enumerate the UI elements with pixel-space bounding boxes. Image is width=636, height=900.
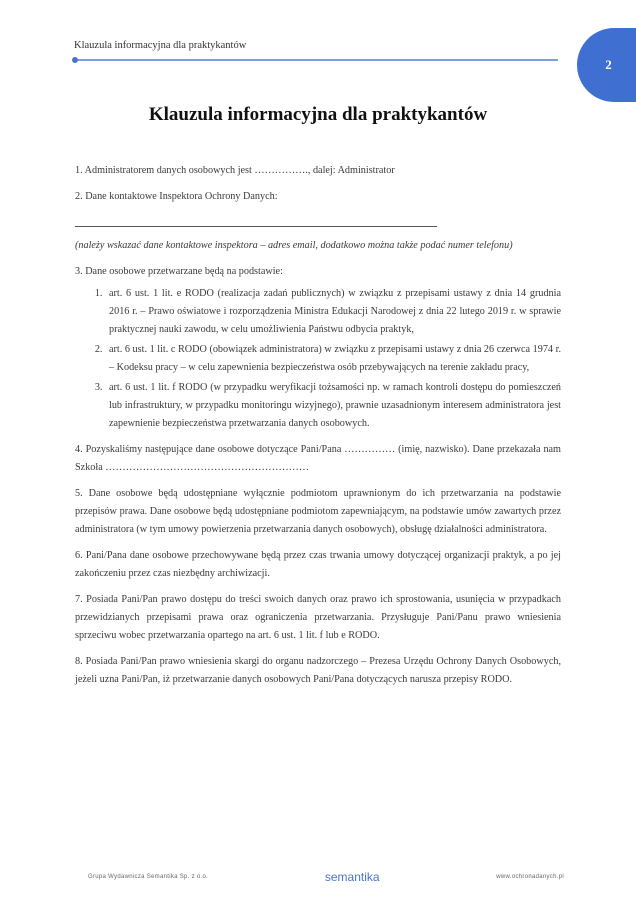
running-header: Klauzula informacyjna dla praktykantów — [74, 40, 247, 51]
page-footer — [88, 870, 564, 884]
page-number-tab — [577, 28, 636, 102]
paragraph-5: 5. Dane osobowe będą udostępniane wyłącznie podmiotom uprawnionym do ich przetwarzania na podstawie przepisów prawa. Dane osobowe będą udostępniane podmiotom zapewniającym, na podstawie umów zawartych przez administratora (w tym umowy powierzenia przetwarzania danych osobowych), obsługę działalności administratora. — [75, 488, 561, 535]
page-number: 2 — [605, 57, 612, 72]
paragraph-8: 8. Posiada Pani/Pan prawo wniesienia skargi do organu nadzorczego – Prezesa Urzędu Ochrony Danych Osobowych, jeżeli uzna Pani/Pan, iż przetwarzanie danych osobowych Pani/Pana dotyczących narusza przepisy RODO. — [75, 656, 561, 685]
list-item: 1. art. 6 ust. 1 lit. e RODO (realizacja zadań publicznych) w związku z przepisami ustawy z dnia 14 grudnia 2016 r. – Prawo oświatowe i rozporządzenia Ministra Edukacji Narodowej z dnia 22 lutego 2019 r. w sprawie praktycznej nauki zawodu, w celu umożliwienia Państwu odbycia praktyk, — [105, 285, 561, 339]
footer-publisher: Grupa Wydawnicza Semantika Sp. z o.o. — [88, 874, 209, 880]
paragraph-4: 4. Pozyskaliśmy następujące dane osobowe dotyczące Pani/Pana …………… (imię, nazwisko). Dane przekazała nam Szkoła …………………………………………………… — [75, 444, 561, 473]
header-rule — [78, 59, 558, 61]
paragraph-1: 1. Administratorem danych osobowych jest ……………., dalej: Administrator — [75, 165, 395, 176]
contact-blank-line — [75, 212, 437, 227]
publisher-logo: semantika — [324, 870, 380, 884]
document-body — [75, 162, 561, 697]
paragraph-6: 6. Pani/Pana dane osobowe przechowywane będą przez czas trwania umowy dotyczącej organizacji praktyk, a po jej zakończeniu przez czas niezbędny archiwizacji. — [75, 550, 561, 579]
paragraph-2: 2. Dane kontaktowe Inspektora Ochrony Danych: — [75, 191, 278, 202]
footer-website: www.ochronadanych.pl — [496, 874, 564, 880]
document-title: Klauzula informacyjna dla praktykantów — [148, 104, 488, 125]
paragraph-7: 7. Posiada Pani/Pan prawo dostępu do treści swoich danych oraz prawo ich sprostowania, usunięcia w przypadkach przewidzianych przepisami prawa oraz ograniczenia przetwarzania. Przysługuje Pani/Panu prawo wniesienia sprzeciwu wobec przetwarzania opartego na art. 6 ust. 1 lit. f lub e RODO. — [75, 594, 561, 641]
list-item: 3. art. 6 ust. 1 lit. f RODO (w przypadku weryfikacji tożsamości np. w ramach kontroli dostępu do pomieszczeń lub infrastruktury, w przypadku monitoringu wizyjnego), prawnie uzasadnionym interesem administratora jest zapewnienie bezpieczeństwa przetwarzania danych osobowych. — [105, 379, 561, 433]
note-paragraph: (należy wskazać dane kontaktowe inspektora – adres email, dodatkowo można także podać numer telefonu) — [75, 240, 513, 251]
legal-basis-list — [75, 285, 561, 433]
list-item: 2. art. 6 ust. 1 lit. c RODO (obowiązek administratora) w związku z przepisami ustawy z dnia 26 czerwca 1974 r. – Kodeksu pracy – w celu zapewnienia bezpieczeństwa osób przebywających na terenie zakładu pracy, — [105, 341, 561, 377]
paragraph-3-intro: 3. Dane osobowe przetwarzane będą na podstawie: — [75, 266, 283, 277]
